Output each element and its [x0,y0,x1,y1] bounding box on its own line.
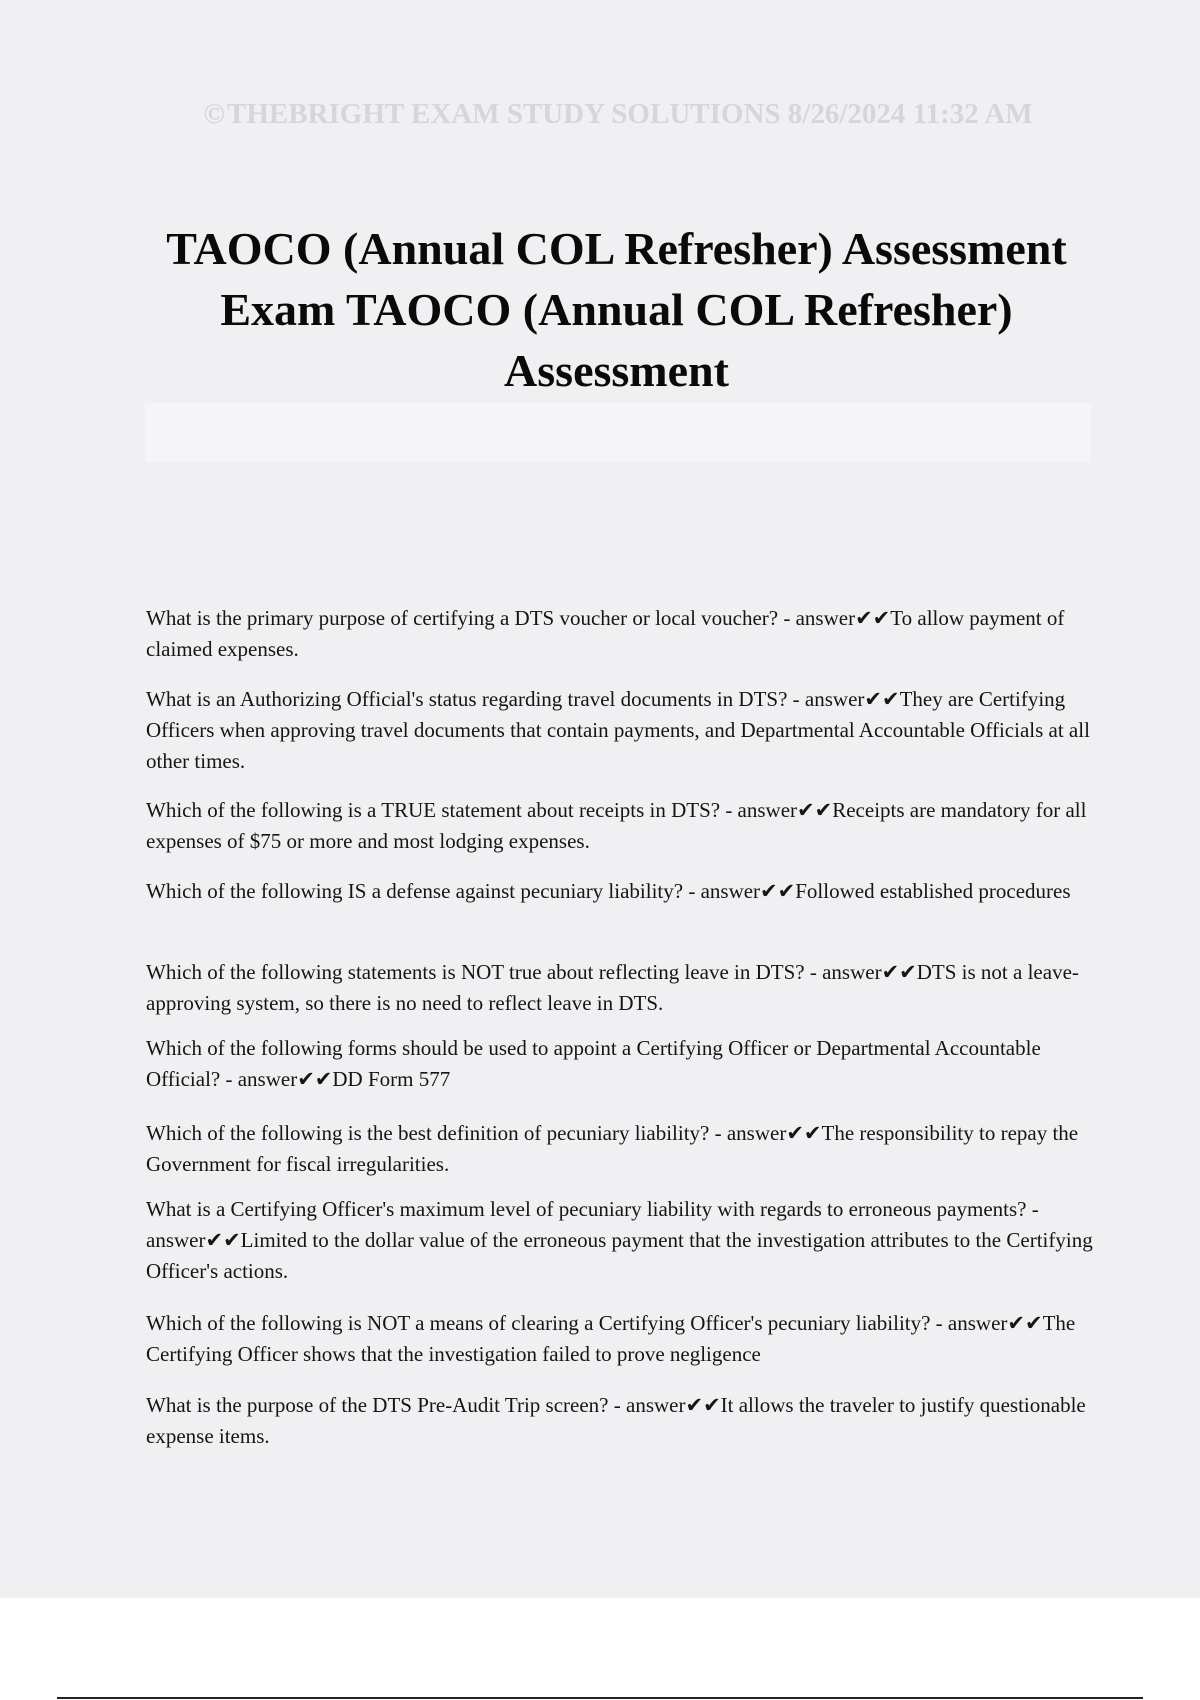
qa-item-7: Which of the following is the best definition of pecuniary liability? - answer✔✔The responsibility to repay the Government for fiscal irregularities. [146,1121,1079,1176]
watermark-text: THEBRIGHT EXAM STUDY SOLUTIONS 8/26/2024 11:32 AM [226,98,1033,130]
qa-item-3: Which of the following is a TRUE statement about receipts in DTS? - answer✔✔Receipts are mandatory for all expenses of $75 or more and most lodging expenses. [146,798,1087,853]
copyright-icon: © [203,98,225,130]
qa-item-10: What is the purpose of the DTS Pre-Audit Trip screen? - answer✔✔It allows the traveler to justify questionable expense items. [146,1393,1086,1448]
footer-divider [57,1697,1143,1699]
qa-item-4: Which of the following IS a defense against pecuniary liability? - answer✔✔Followed established procedures [146,879,1071,903]
qa-item-9: Which of the following is NOT a means of clearing a Certifying Officer's pecuniary liability? - answer✔✔The Certifying Officer shows that the investigation failed to prove negligence [146,1311,1076,1366]
watermark [0,98,1200,131]
document-title: TAOCO (Annual COL Refresher) Assessment Exam TAOCO (Annual COL Refresher) Assessment [166,223,1067,396]
qa-item-2: What is an Authorizing Official's status regarding travel documents in DTS? - answer✔✔They are Certifying Officers when approving travel documents that contain payments, and Departmental Accountable Officials at all other times. [146,687,1090,773]
qa-item-8: What is a Certifying Officer's maximum level of pecuniary liability with regards to erroneous payments? - answer✔✔Limited to the dollar value of the erroneous payment that the investigation attributes to the Certifying Officer's actions. [146,1197,1093,1283]
qa-item-5: Which of the following statements is NOT true about reflecting leave in DTS? - answer✔✔DTS is not a leave-approving system, so there is no need to reflect leave in DTS. [146,960,1079,1015]
title-shade-box [145,403,1091,462]
qa-item-6: Which of the following forms should be used to appoint a Certifying Officer or Departmental Accountable Official? - answer✔✔DD Form 577 [146,1036,1041,1091]
qa-item-1: What is the primary purpose of certifying a DTS voucher or local voucher? - answer✔✔To allow payment of claimed expenses. [146,606,1065,661]
